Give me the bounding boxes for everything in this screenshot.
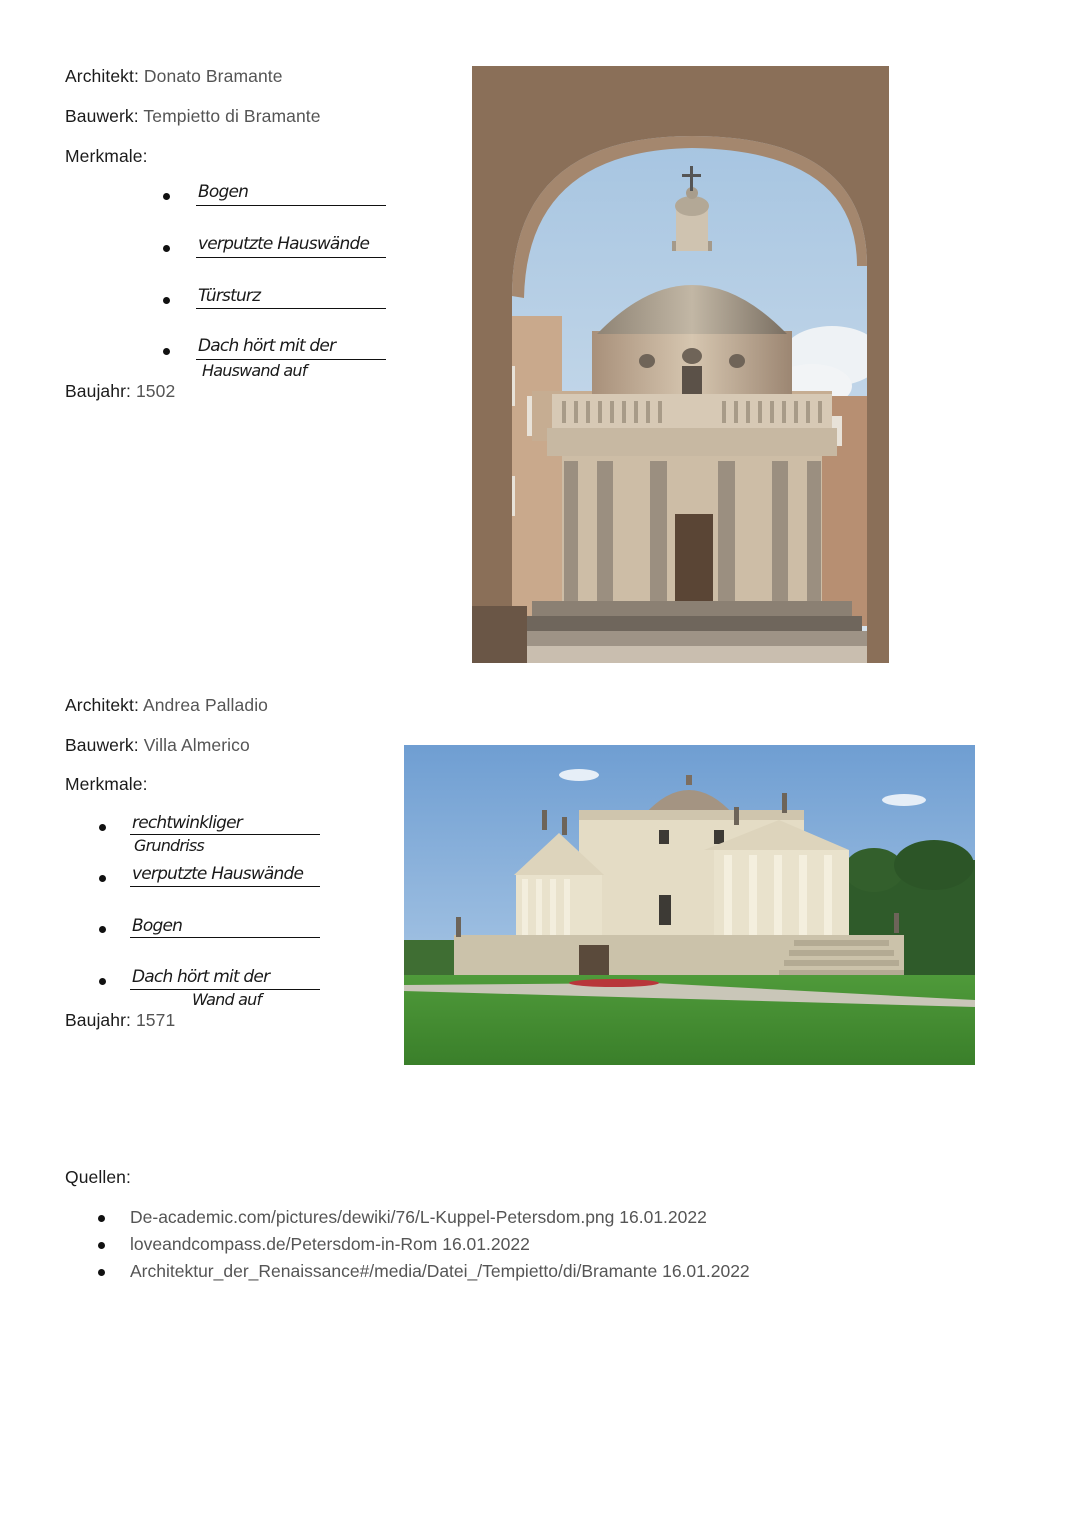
year-line-1 (65, 381, 175, 402)
year-line-2 (65, 1010, 175, 1031)
handwritten-feature: Bogen (132, 916, 183, 936)
features-line-2 (65, 774, 148, 795)
underline (196, 257, 386, 258)
handwritten-feature: Türsturz (198, 286, 261, 306)
source-item: loveandcompass.de/Petersdom-in-Rom 16.01.2022 (130, 1234, 530, 1254)
year-label: Baujahr: (65, 1010, 131, 1030)
features-line-1: Merkmale: (65, 146, 148, 166)
bullet (99, 926, 106, 933)
bullet (163, 297, 170, 304)
handwritten-feature: Dach hört mit der (132, 967, 270, 987)
building-line-1: Bauwerk: Tempietto di Bramante (65, 106, 321, 126)
underline (130, 937, 320, 938)
features-label: Merkmale: (65, 774, 148, 794)
handwritten-feature-continued: Hauswand auf (202, 361, 307, 380)
building-label: Bauwerk: (65, 735, 139, 755)
building-value: Tempietto di Bramante (143, 106, 321, 126)
underline (196, 359, 386, 360)
architect-line-2 (65, 695, 268, 716)
bullet (98, 1242, 105, 1249)
villa-photo (404, 745, 975, 1065)
bullet (163, 245, 170, 252)
underline (196, 205, 386, 206)
building-label: Bauwerk (65, 106, 134, 126)
architect-line-1: Architekt: Donato Bramante (65, 66, 283, 86)
underline (130, 886, 320, 887)
underline (130, 834, 320, 835)
architect-label: Architekt (65, 66, 134, 86)
handwritten-feature: verputzte Hauswände (198, 234, 370, 254)
architect-value: Andrea Palladio (142, 695, 269, 715)
bullet (99, 978, 106, 985)
handwritten-feature: rechtwinkliger (132, 813, 242, 833)
bullet (163, 193, 170, 200)
features-label: Merkmale (65, 146, 143, 166)
handwritten-feature-continued: Grundriss (134, 836, 204, 855)
bullet (98, 1215, 105, 1222)
bullet (163, 348, 170, 355)
handwritten-feature: Bogen (198, 182, 249, 202)
year-value: 1502 (135, 381, 176, 401)
handwritten-feature: verputzte Hauswände (132, 864, 304, 884)
bullet (99, 875, 106, 882)
building-line-2 (65, 735, 250, 756)
building-value: Villa Almerico (143, 735, 250, 755)
bullet (98, 1269, 105, 1276)
underline (196, 308, 386, 309)
bullet (99, 824, 106, 831)
architect-value: Donato Bramante (143, 66, 283, 86)
architect-label: Architekt: (65, 695, 139, 715)
sources-label: Quellen: (65, 1167, 131, 1187)
source-item: De-academic.com/pictures/dewiki/76/L-Kuppel-Petersdom.png 16.01.2022 (130, 1207, 707, 1227)
tempietto-photo (472, 66, 889, 663)
handwritten-feature: Dach hört mit der (198, 336, 336, 356)
source-item: Architektur_der_Renaissance#/media/Datei_/Tempietto/di/Bramante 16.01.2022 (130, 1261, 750, 1281)
year-value: 1571 (135, 1010, 176, 1030)
handwritten-feature-continued: Wand auf (192, 990, 262, 1009)
year-label: Baujahr: (65, 381, 131, 401)
